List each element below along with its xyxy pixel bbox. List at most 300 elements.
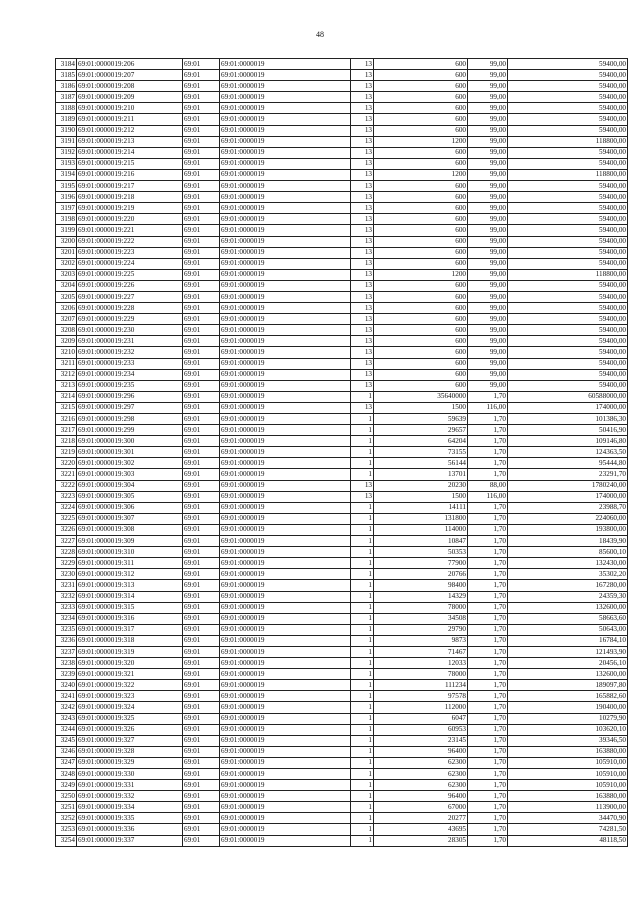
cadastral-value-cell: 59400,00 xyxy=(508,380,628,391)
table-row xyxy=(56,835,628,846)
row-number-cell: 3248 xyxy=(56,769,77,780)
district-code-cell: 69:01 xyxy=(183,602,220,613)
quarter-code-cell: 69:01:0000019 xyxy=(220,558,351,569)
specific-value-cell: 1,70 xyxy=(468,602,508,613)
table-row xyxy=(56,580,628,591)
table-row xyxy=(56,669,628,680)
row-number-cell: 3249 xyxy=(56,780,77,791)
cadastral-number-cell: 69:01:0000019:209 xyxy=(77,92,183,103)
specific-value-cell: 99,00 xyxy=(468,314,508,325)
row-number-cell: 3230 xyxy=(56,569,77,580)
cadastral-number-cell: 69:01:0000019:233 xyxy=(77,358,183,369)
specific-value-cell: 99,00 xyxy=(468,380,508,391)
area-cell: 14111 xyxy=(374,502,468,513)
cadastral-value-cell: 59400,00 xyxy=(508,336,628,347)
table-row xyxy=(56,169,628,180)
cadastral-number-cell: 69:01:0000019:306 xyxy=(77,502,183,513)
quarter-code-cell: 69:01:0000019 xyxy=(220,580,351,591)
district-code-cell: 69:01 xyxy=(183,81,220,92)
row-number-cell: 3214 xyxy=(56,391,77,402)
area-cell: 64204 xyxy=(374,436,468,447)
row-number-cell: 3243 xyxy=(56,713,77,724)
district-code-cell: 69:01 xyxy=(183,336,220,347)
cadastral-value-cell: 59400,00 xyxy=(508,358,628,369)
area-cell: 1200 xyxy=(374,136,468,147)
district-code-cell: 69:01 xyxy=(183,491,220,502)
cadastral-number-cell: 69:01:0000019:220 xyxy=(77,214,183,225)
specific-value-cell: 99,00 xyxy=(468,280,508,291)
table-row xyxy=(56,547,628,558)
district-code-cell: 69:01 xyxy=(183,624,220,635)
cadastral-value-cell: 59400,00 xyxy=(508,125,628,136)
page-number: 48 xyxy=(316,30,324,39)
row-number-cell: 3247 xyxy=(56,757,77,768)
quarter-code-cell: 69:01:0000019 xyxy=(220,369,351,380)
specific-value-cell: 99,00 xyxy=(468,103,508,114)
specific-value-cell: 1,70 xyxy=(468,513,508,524)
category-cell: 1 xyxy=(351,780,374,791)
district-code-cell: 69:01 xyxy=(183,247,220,258)
specific-value-cell: 99,00 xyxy=(468,70,508,81)
cadastral-value-cell: 101386,30 xyxy=(508,414,628,425)
quarter-code-cell: 69:01:0000019 xyxy=(220,669,351,680)
quarter-code-cell: 69:01:0000019 xyxy=(220,402,351,413)
category-cell: 13 xyxy=(351,236,374,247)
quarter-code-cell: 69:01:0000019 xyxy=(220,524,351,535)
area-cell: 98400 xyxy=(374,580,468,591)
table-row xyxy=(56,602,628,613)
table-row xyxy=(56,791,628,802)
row-number-cell: 3205 xyxy=(56,291,77,302)
row-number-cell: 3190 xyxy=(56,125,77,136)
specific-value-cell: 1,70 xyxy=(468,502,508,513)
area-cell: 600 xyxy=(374,236,468,247)
cadastral-number-cell: 69:01:0000019:316 xyxy=(77,613,183,624)
table-row xyxy=(56,358,628,369)
cadastral-value-cell: 118800,00 xyxy=(508,269,628,280)
table-row xyxy=(56,480,628,491)
district-code-cell: 69:01 xyxy=(183,713,220,724)
cadastral-value-cell: 59400,00 xyxy=(508,70,628,81)
row-number-cell: 3252 xyxy=(56,813,77,824)
row-number-cell: 3245 xyxy=(56,735,77,746)
category-cell: 1 xyxy=(351,702,374,713)
quarter-code-cell: 69:01:0000019 xyxy=(220,757,351,768)
table-row xyxy=(56,92,628,103)
row-number-cell: 3186 xyxy=(56,81,77,92)
cadastral-value-cell: 74281,50 xyxy=(508,824,628,835)
cadastral-number-cell: 69:01:0000019:331 xyxy=(77,780,183,791)
area-cell: 600 xyxy=(374,303,468,314)
row-number-cell: 3206 xyxy=(56,303,77,314)
table-row xyxy=(56,513,628,524)
row-number-cell: 3253 xyxy=(56,824,77,835)
cadastral-number-cell: 69:01:0000019:326 xyxy=(77,724,183,735)
quarter-code-cell: 69:01:0000019 xyxy=(220,713,351,724)
area-cell: 600 xyxy=(374,380,468,391)
category-cell: 1 xyxy=(351,580,374,591)
area-cell: 1500 xyxy=(374,491,468,502)
cadastral-value-cell: 23988,70 xyxy=(508,502,628,513)
specific-value-cell: 1,70 xyxy=(468,613,508,624)
district-code-cell: 69:01 xyxy=(183,658,220,669)
cadastral-number-cell: 69:01:0000019:226 xyxy=(77,280,183,291)
quarter-code-cell: 69:01:0000019 xyxy=(220,724,351,735)
specific-value-cell: 1,70 xyxy=(468,769,508,780)
area-cell: 62300 xyxy=(374,769,468,780)
row-number-cell: 3187 xyxy=(56,92,77,103)
area-cell: 20230 xyxy=(374,480,468,491)
cadastral-number-cell: 69:01:0000019:309 xyxy=(77,536,183,547)
quarter-code-cell: 69:01:0000019 xyxy=(220,646,351,657)
specific-value-cell: 1,70 xyxy=(468,702,508,713)
quarter-code-cell: 69:01:0000019 xyxy=(220,336,351,347)
row-number-cell: 3217 xyxy=(56,425,77,436)
row-number-cell: 3254 xyxy=(56,835,77,846)
area-cell: 29657 xyxy=(374,425,468,436)
category-cell: 1 xyxy=(351,547,374,558)
category-cell: 1 xyxy=(351,624,374,635)
quarter-code-cell: 69:01:0000019 xyxy=(220,547,351,558)
district-code-cell: 69:01 xyxy=(183,680,220,691)
quarter-code-cell: 69:01:0000019 xyxy=(220,136,351,147)
quarter-code-cell: 69:01:0000019 xyxy=(220,480,351,491)
district-code-cell: 69:01 xyxy=(183,125,220,136)
quarter-code-cell: 69:01:0000019 xyxy=(220,280,351,291)
specific-value-cell: 1,70 xyxy=(468,658,508,669)
area-cell: 96400 xyxy=(374,791,468,802)
specific-value-cell: 1,70 xyxy=(468,414,508,425)
row-number-cell: 3196 xyxy=(56,192,77,203)
table-row xyxy=(56,103,628,114)
row-number-cell: 3208 xyxy=(56,325,77,336)
cadastral-value-cell: 34470,90 xyxy=(508,813,628,824)
row-number-cell: 3199 xyxy=(56,225,77,236)
category-cell: 1 xyxy=(351,513,374,524)
category-cell: 13 xyxy=(351,103,374,114)
cadastral-value-cell: 50416,90 xyxy=(508,425,628,436)
district-code-cell: 69:01 xyxy=(183,746,220,757)
district-code-cell: 69:01 xyxy=(183,181,220,192)
table-row xyxy=(56,680,628,691)
district-code-cell: 69:01 xyxy=(183,325,220,336)
category-cell: 1 xyxy=(351,613,374,624)
cadastral-value-cell: 163880,00 xyxy=(508,791,628,802)
row-number-cell: 3235 xyxy=(56,624,77,635)
cadastral-value-cell: 59400,00 xyxy=(508,147,628,158)
specific-value-cell: 1,70 xyxy=(468,436,508,447)
table-row xyxy=(56,325,628,336)
area-cell: 600 xyxy=(374,369,468,380)
category-cell: 13 xyxy=(351,225,374,236)
category-cell: 1 xyxy=(351,735,374,746)
cadastral-number-cell: 69:01:0000019:234 xyxy=(77,369,183,380)
district-code-cell: 69:01 xyxy=(183,70,220,81)
quarter-code-cell: 69:01:0000019 xyxy=(220,269,351,280)
cadastral-value-cell: 48118,50 xyxy=(508,835,628,846)
cadastral-number-cell: 69:01:0000019:208 xyxy=(77,81,183,92)
category-cell: 1 xyxy=(351,835,374,846)
cadastral-value-cell: 59400,00 xyxy=(508,103,628,114)
district-code-cell: 69:01 xyxy=(183,835,220,846)
row-number-cell: 3239 xyxy=(56,669,77,680)
area-cell: 600 xyxy=(374,81,468,92)
specific-value-cell: 1,70 xyxy=(468,646,508,657)
area-cell: 71467 xyxy=(374,646,468,657)
cadastral-number-cell: 69:01:0000019:335 xyxy=(77,813,183,824)
district-code-cell: 69:01 xyxy=(183,635,220,646)
area-cell: 73155 xyxy=(374,447,468,458)
district-code-cell: 69:01 xyxy=(183,203,220,214)
category-cell: 1 xyxy=(351,802,374,813)
district-code-cell: 69:01 xyxy=(183,591,220,602)
cadastral-number-cell: 69:01:0000019:231 xyxy=(77,336,183,347)
quarter-code-cell: 69:01:0000019 xyxy=(220,81,351,92)
specific-value-cell: 1,70 xyxy=(468,735,508,746)
quarter-code-cell: 69:01:0000019 xyxy=(220,303,351,314)
district-code-cell: 69:01 xyxy=(183,391,220,402)
category-cell: 13 xyxy=(351,336,374,347)
area-cell: 600 xyxy=(374,225,468,236)
category-cell: 1 xyxy=(351,458,374,469)
quarter-code-cell: 69:01:0000019 xyxy=(220,624,351,635)
area-cell: 600 xyxy=(374,291,468,302)
cadastral-number-cell: 69:01:0000019:315 xyxy=(77,602,183,613)
quarter-code-cell: 69:01:0000019 xyxy=(220,735,351,746)
quarter-code-cell: 69:01:0000019 xyxy=(220,358,351,369)
quarter-code-cell: 69:01:0000019 xyxy=(220,236,351,247)
row-number-cell: 3210 xyxy=(56,347,77,358)
row-number-cell: 3202 xyxy=(56,258,77,269)
cadastral-value-cell: 132600,00 xyxy=(508,602,628,613)
quarter-code-cell: 69:01:0000019 xyxy=(220,502,351,513)
category-cell: 1 xyxy=(351,502,374,513)
cadastral-number-cell: 69:01:0000019:225 xyxy=(77,269,183,280)
quarter-code-cell: 69:01:0000019 xyxy=(220,635,351,646)
specific-value-cell: 1,70 xyxy=(468,669,508,680)
quarter-code-cell: 69:01:0000019 xyxy=(220,114,351,125)
category-cell: 1 xyxy=(351,524,374,535)
category-cell: 13 xyxy=(351,369,374,380)
category-cell: 1 xyxy=(351,425,374,436)
row-number-cell: 3233 xyxy=(56,602,77,613)
row-number-cell: 3221 xyxy=(56,469,77,480)
cadastral-value-cell: 59400,00 xyxy=(508,158,628,169)
cadastral-number-cell: 69:01:0000019:307 xyxy=(77,513,183,524)
cadastral-value-cell: 1780240,00 xyxy=(508,480,628,491)
cadastral-value-cell: 85600,10 xyxy=(508,547,628,558)
district-code-cell: 69:01 xyxy=(183,414,220,425)
table-row xyxy=(56,558,628,569)
cadastral-value-cell: 163880,00 xyxy=(508,746,628,757)
quarter-code-cell: 69:01:0000019 xyxy=(220,469,351,480)
quarter-code-cell: 69:01:0000019 xyxy=(220,169,351,180)
area-cell: 600 xyxy=(374,125,468,136)
cadastral-value-cell: 50643,00 xyxy=(508,624,628,635)
cadastral-number-cell: 69:01:0000019:332 xyxy=(77,791,183,802)
cadastral-number-cell: 69:01:0000019:211 xyxy=(77,114,183,125)
table-row xyxy=(56,447,628,458)
area-cell: 1500 xyxy=(374,402,468,413)
district-code-cell: 69:01 xyxy=(183,314,220,325)
category-cell: 1 xyxy=(351,791,374,802)
table-row xyxy=(56,469,628,480)
cadastral-number-cell: 69:01:0000019:297 xyxy=(77,402,183,413)
district-code-cell: 69:01 xyxy=(183,513,220,524)
row-number-cell: 3193 xyxy=(56,158,77,169)
specific-value-cell: 99,00 xyxy=(468,169,508,180)
area-cell: 12033 xyxy=(374,658,468,669)
quarter-code-cell: 69:01:0000019 xyxy=(220,702,351,713)
table-row xyxy=(56,203,628,214)
specific-value-cell: 99,00 xyxy=(468,225,508,236)
category-cell: 1 xyxy=(351,414,374,425)
cadastral-value-cell: 103620,10 xyxy=(508,724,628,735)
cadastral-number-cell: 69:01:0000019:224 xyxy=(77,258,183,269)
cadastral-value-cell: 118800,00 xyxy=(508,169,628,180)
table-row xyxy=(56,314,628,325)
district-code-cell: 69:01 xyxy=(183,613,220,624)
row-number-cell: 3242 xyxy=(56,702,77,713)
quarter-code-cell: 69:01:0000019 xyxy=(220,813,351,824)
specific-value-cell: 88,00 xyxy=(468,480,508,491)
cadastral-number-cell: 69:01:0000019:329 xyxy=(77,757,183,768)
table-row xyxy=(56,225,628,236)
specific-value-cell: 1,70 xyxy=(468,425,508,436)
area-cell: 20766 xyxy=(374,569,468,580)
district-code-cell: 69:01 xyxy=(183,724,220,735)
district-code-cell: 69:01 xyxy=(183,103,220,114)
district-code-cell: 69:01 xyxy=(183,735,220,746)
district-code-cell: 69:01 xyxy=(183,780,220,791)
table-row xyxy=(56,436,628,447)
parcel-table xyxy=(55,58,628,847)
specific-value-cell: 99,00 xyxy=(468,203,508,214)
specific-value-cell: 99,00 xyxy=(468,114,508,125)
district-code-cell: 69:01 xyxy=(183,402,220,413)
quarter-code-cell: 69:01:0000019 xyxy=(220,225,351,236)
category-cell: 1 xyxy=(351,713,374,724)
category-cell: 1 xyxy=(351,669,374,680)
cadastral-number-cell: 69:01:0000019:321 xyxy=(77,669,183,680)
cadastral-value-cell: 23291,70 xyxy=(508,469,628,480)
specific-value-cell: 99,00 xyxy=(468,59,508,70)
cadastral-value-cell: 20456,10 xyxy=(508,658,628,669)
cadastral-value-cell: 59400,00 xyxy=(508,92,628,103)
district-code-cell: 69:01 xyxy=(183,480,220,491)
specific-value-cell: 1,70 xyxy=(468,458,508,469)
category-cell: 1 xyxy=(351,646,374,657)
quarter-code-cell: 69:01:0000019 xyxy=(220,103,351,114)
area-cell: 600 xyxy=(374,214,468,225)
cadastral-number-cell: 69:01:0000019:303 xyxy=(77,469,183,480)
cadastral-value-cell: 59400,00 xyxy=(508,203,628,214)
quarter-code-cell: 69:01:0000019 xyxy=(220,791,351,802)
cadastral-number-cell: 69:01:0000019:322 xyxy=(77,680,183,691)
district-code-cell: 69:01 xyxy=(183,558,220,569)
row-number-cell: 3215 xyxy=(56,402,77,413)
category-cell: 13 xyxy=(351,136,374,147)
specific-value-cell: 1,70 xyxy=(468,591,508,602)
district-code-cell: 69:01 xyxy=(183,691,220,702)
category-cell: 13 xyxy=(351,169,374,180)
table-row xyxy=(56,780,628,791)
specific-value-cell: 99,00 xyxy=(468,291,508,302)
row-number-cell: 3237 xyxy=(56,646,77,657)
district-code-cell: 69:01 xyxy=(183,114,220,125)
row-number-cell: 3218 xyxy=(56,436,77,447)
table-row xyxy=(56,336,628,347)
cadastral-value-cell: 118800,00 xyxy=(508,136,628,147)
table-row xyxy=(56,70,628,81)
table-row xyxy=(56,802,628,813)
district-code-cell: 69:01 xyxy=(183,791,220,802)
row-number-cell: 3222 xyxy=(56,480,77,491)
cadastral-value-cell: 165882,60 xyxy=(508,691,628,702)
cadastral-number-cell: 69:01:0000019:232 xyxy=(77,347,183,358)
area-cell: 62300 xyxy=(374,780,468,791)
cadastral-number-cell: 69:01:0000019:207 xyxy=(77,70,183,81)
category-cell: 1 xyxy=(351,536,374,547)
area-cell: 34508 xyxy=(374,613,468,624)
category-cell: 13 xyxy=(351,269,374,280)
area-cell: 60953 xyxy=(374,724,468,735)
cadastral-number-cell: 69:01:0000019:300 xyxy=(77,436,183,447)
cadastral-value-cell: 59400,00 xyxy=(508,303,628,314)
area-cell: 62300 xyxy=(374,757,468,768)
specific-value-cell: 1,70 xyxy=(468,791,508,802)
category-cell: 13 xyxy=(351,303,374,314)
cadastral-value-cell: 59400,00 xyxy=(508,325,628,336)
parcel-table-body xyxy=(56,59,628,847)
cadastral-value-cell: 121493,90 xyxy=(508,646,628,657)
category-cell: 13 xyxy=(351,402,374,413)
row-number-cell: 3238 xyxy=(56,658,77,669)
specific-value-cell: 99,00 xyxy=(468,347,508,358)
category-cell: 13 xyxy=(351,247,374,258)
category-cell: 13 xyxy=(351,125,374,136)
cadastral-number-cell: 69:01:0000019:330 xyxy=(77,769,183,780)
area-cell: 600 xyxy=(374,181,468,192)
specific-value-cell: 1,70 xyxy=(468,813,508,824)
quarter-code-cell: 69:01:0000019 xyxy=(220,391,351,402)
category-cell: 13 xyxy=(351,491,374,502)
district-code-cell: 69:01 xyxy=(183,824,220,835)
specific-value-cell: 1,70 xyxy=(468,391,508,402)
quarter-code-cell: 69:01:0000019 xyxy=(220,569,351,580)
specific-value-cell: 1,70 xyxy=(468,569,508,580)
quarter-code-cell: 69:01:0000019 xyxy=(220,436,351,447)
area-cell: 600 xyxy=(374,59,468,70)
cadastral-number-cell: 69:01:0000019:311 xyxy=(77,558,183,569)
cadastral-value-cell: 59400,00 xyxy=(508,258,628,269)
district-code-cell: 69:01 xyxy=(183,169,220,180)
quarter-code-cell: 69:01:0000019 xyxy=(220,59,351,70)
specific-value-cell: 99,00 xyxy=(468,181,508,192)
cadastral-number-cell: 69:01:0000019:215 xyxy=(77,158,183,169)
cadastral-value-cell: 193800,00 xyxy=(508,524,628,535)
quarter-code-cell: 69:01:0000019 xyxy=(220,92,351,103)
district-code-cell: 69:01 xyxy=(183,458,220,469)
quarter-code-cell: 69:01:0000019 xyxy=(220,746,351,757)
cadastral-value-cell: 59400,00 xyxy=(508,192,628,203)
row-number-cell: 3209 xyxy=(56,336,77,347)
cadastral-value-cell: 59400,00 xyxy=(508,347,628,358)
area-cell: 35640000 xyxy=(374,391,468,402)
quarter-code-cell: 69:01:0000019 xyxy=(220,325,351,336)
table-row xyxy=(56,192,628,203)
district-code-cell: 69:01 xyxy=(183,469,220,480)
